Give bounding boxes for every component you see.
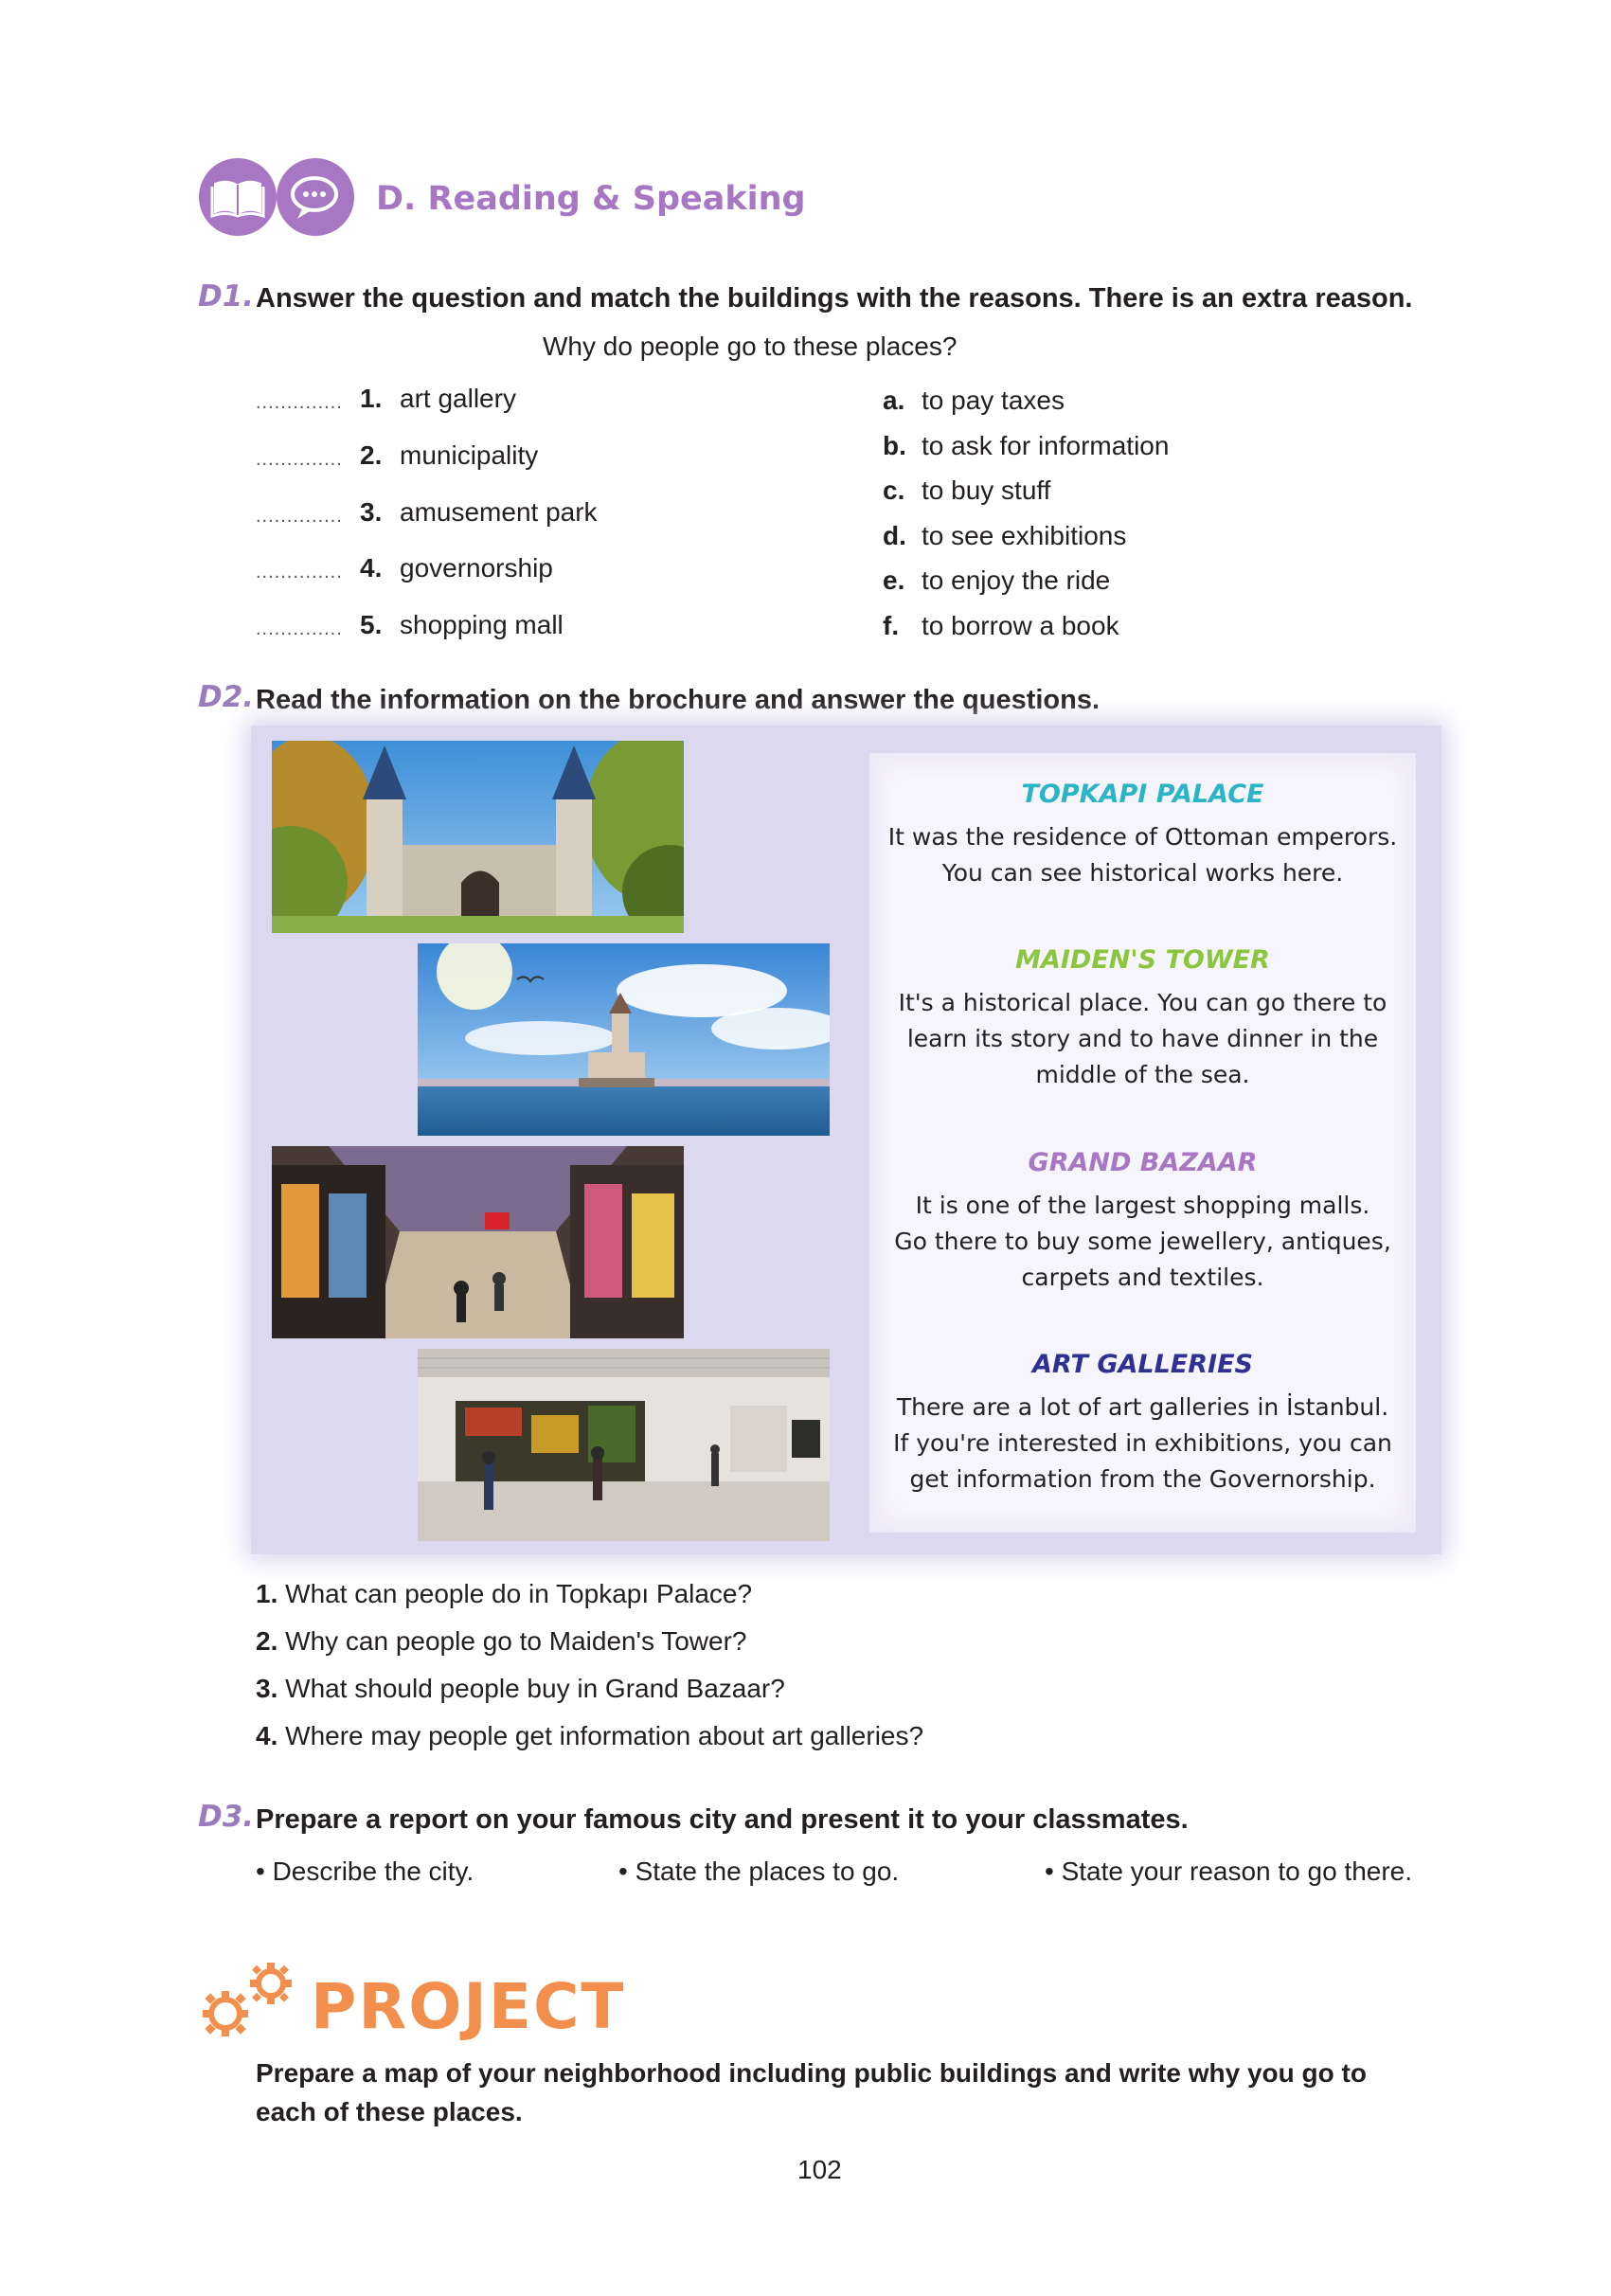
question-text: What can people do in Topkapı Palace? <box>285 1579 753 1608</box>
d2-instruction: Read the information on the brochure and answer the questions. <box>256 685 1101 715</box>
section-title: D. Reading & Speaking <box>376 180 806 218</box>
d1-instruction: Answer the question and match the buildings with the reasons. There is an extra reason. <box>256 283 1413 314</box>
reason-letter: e. <box>883 565 905 595</box>
description-line: It is one of the largest shopping malls. <box>915 1192 1370 1219</box>
gears-icon <box>197 1957 301 2042</box>
d3-bullet: • State your reason to go there. <box>1045 1857 1413 1886</box>
d3-tag: D3. <box>198 1800 255 1834</box>
place-description <box>869 1390 1416 1498</box>
d2-tag: D2. <box>198 680 255 714</box>
place-description <box>869 1188 1416 1296</box>
building-name: municipality <box>400 440 539 470</box>
book-icon <box>199 158 277 236</box>
question-number: 3. <box>256 1674 278 1703</box>
question-text: What should people buy in Grand Bazaar? <box>285 1674 785 1703</box>
reason-letter: a. <box>883 386 905 415</box>
d3-bullet: • Describe the city. <box>256 1857 474 1886</box>
d1-question: Why do people go to these places? <box>543 332 958 361</box>
building-name: amusement park <box>400 497 598 527</box>
building-number: 1. <box>360 384 383 413</box>
description-line: get information from the Governorship. <box>909 1465 1376 1493</box>
question-item <box>256 1579 752 1609</box>
d1-tag: D1. <box>198 279 255 314</box>
reason-text: to buy stuff <box>922 475 1051 505</box>
d3-bullet: • State the places to go. <box>618 1857 900 1886</box>
reason-text: to enjoy the ride <box>922 565 1111 595</box>
question-item <box>256 1626 746 1657</box>
description-line: learn its story and to have dinner in the <box>906 1025 1379 1052</box>
art-gallery-photo <box>418 1349 830 1541</box>
building-number: 2. <box>360 440 383 470</box>
reason-letter: b. <box>883 431 906 460</box>
project-instruction <box>256 2054 1367 2131</box>
place-title-maidens-tower: MAIDEN'S TOWER <box>1015 945 1270 975</box>
answer-blank[interactable]: .............. <box>256 619 343 639</box>
building-number: 5. <box>360 610 383 639</box>
description-line: middle of the sea. <box>1035 1061 1250 1088</box>
description-line: Go there to buy some jewellery, antiques, <box>894 1228 1391 1255</box>
reason-text: to borrow a book <box>922 611 1119 640</box>
page-number: 102 <box>797 2155 842 2184</box>
brochure-info-panel <box>869 753 1416 1533</box>
building-name: shopping mall <box>400 610 564 639</box>
project-line: each of these places. <box>256 2097 523 2126</box>
reason-letter: d. <box>883 521 906 550</box>
reason-letter: c. <box>883 475 905 505</box>
building-number: 3. <box>360 497 383 527</box>
question-number: 4. <box>256 1721 278 1750</box>
reason-text: to see exhibitions <box>922 521 1127 550</box>
question-item <box>256 1674 785 1704</box>
place-description <box>869 985 1416 1093</box>
question-number: 2. <box>256 1626 278 1656</box>
reason-text: to ask for information <box>922 431 1170 460</box>
answer-blank[interactable]: .............. <box>256 562 343 583</box>
description-line: carpets and textiles. <box>1021 1264 1264 1291</box>
topkapi-palace-photo <box>272 741 684 933</box>
reason-text: to pay taxes <box>922 386 1065 415</box>
building-number: 4. <box>360 553 383 583</box>
place-title-topkapi: TOPKAPI PALACE <box>1021 780 1264 809</box>
building-name: art gallery <box>400 384 516 413</box>
place-description <box>869 819 1416 891</box>
place-title-art-galleries: ART GALLERIES <box>1032 1350 1253 1379</box>
building-name: governorship <box>400 553 553 583</box>
answer-blank[interactable]: .............. <box>256 506 343 527</box>
d3-instruction: Prepare a report on your famous city and present it to your classmates. <box>256 1804 1189 1835</box>
place-title-grand-bazaar: GRAND BAZAAR <box>1028 1148 1258 1177</box>
description-line: You can see historical works here. <box>941 859 1344 887</box>
description-line: There are a lot of art galleries in İstanbul. <box>896 1393 1389 1421</box>
description-line: If you're interested in exhibitions, you can <box>893 1429 1392 1457</box>
question-number: 1. <box>256 1579 278 1608</box>
question-text: Why can people go to Maiden's Tower? <box>285 1626 747 1656</box>
question-text: Where may people get information about art galleries? <box>285 1721 924 1750</box>
question-item <box>256 1721 923 1751</box>
project-title: PROJECT <box>311 1970 626 2043</box>
description-line: It was the residence of Ottoman emperors. <box>887 823 1398 851</box>
description-line: It's a historical place. You can go there to <box>898 989 1387 1016</box>
answer-blank[interactable]: .............. <box>256 449 343 470</box>
grand-bazaar-photo <box>272 1146 684 1338</box>
answer-blank[interactable]: .............. <box>256 392 343 413</box>
maidens-tower-photo <box>418 943 830 1136</box>
reason-letter: f. <box>883 611 900 640</box>
project-line: Prepare a map of your neighborhood including public buildings and write why you go to <box>256 2058 1367 2088</box>
speech-bubble-icon <box>277 158 354 236</box>
